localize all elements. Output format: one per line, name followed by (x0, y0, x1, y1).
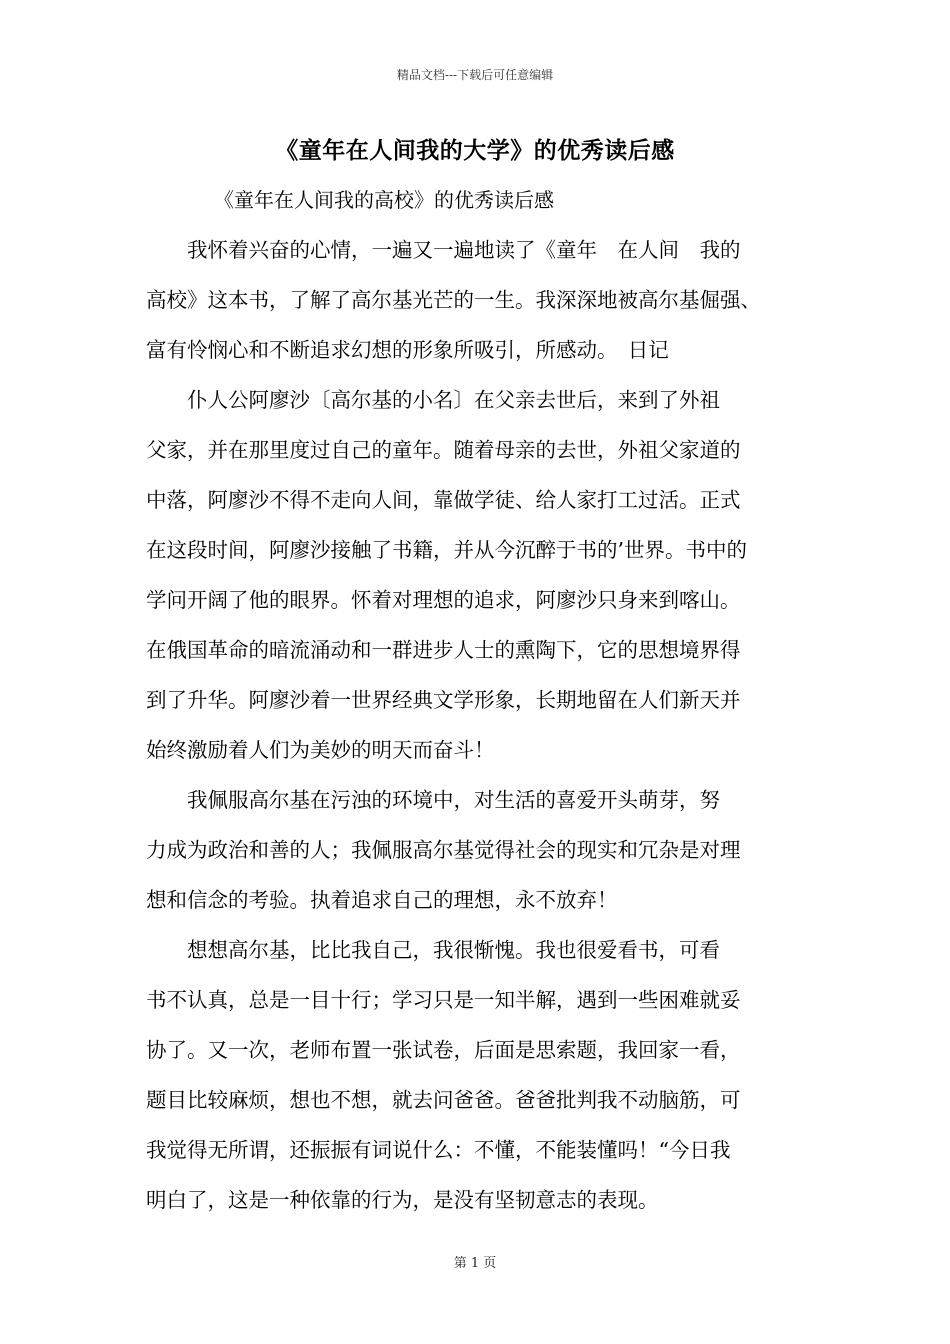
body-line: 想想高尔基，比比我自己，我很惭愧。我也很爱看书，可看 (146, 938, 720, 962)
body-line: 我怀着兴奋的心情，一遍又一遍地读了《童年 在人间 我的 (146, 238, 741, 262)
page-number: 第 1 页 (453, 1256, 497, 1271)
body-line: 我佩服高尔基在污浊的环境中，对生活的喜爱开头萌芽，努 (146, 788, 720, 812)
document-subtitle: 《童年在人间我的高校》的优秀读后感 (214, 188, 554, 212)
body-line: 仆人公阿廖沙〔高尔基的小名〕在父亲去世后，来到了外祖 (146, 388, 720, 412)
body-line: 始终激励着人们为美妙的明天而奋斗！ (146, 738, 495, 762)
body-line: 中落，阿廖沙不得不走向人间，靠做学徒、给人家打工过活。正式 (146, 488, 741, 512)
body-line: 题目比较麻烦，想也不想，就去问爸爸。爸爸批判我不动脑筋，可 (146, 1088, 741, 1112)
body-line: 书不认真，总是一目十行；学习只是一知半解，遇到一些困难就妥 (146, 988, 741, 1012)
body-line: 学问开阔了他的眼界。怀着对理想的追求，阿廖沙只身来到喀山。 (146, 588, 741, 612)
body-line: 父家，并在那里度过自己的童年。随着母亲的去世，外祖父家道的 (146, 438, 741, 462)
document-title: 《童年在人间我的大学》的优秀读后感 (275, 137, 675, 164)
body-line: 富有怜悯心和不断追求幻想的形象所吸引，所感动。 日记 (146, 338, 669, 362)
body-line: 想和信念的考验。执着追求自己的理想，永不放弃！ (146, 888, 618, 912)
body-line: 协了。又一次，老师布置一张试卷，后面是思索题，我回家一看， (146, 1038, 741, 1062)
body-line: 在这段时间，阿廖沙接触了书籍，并从今沉醉于书的’世界。书中的 (146, 538, 748, 562)
body-line: 到了升华。阿廖沙着一世界经典文学形象，长期地留在人们新天并 (146, 688, 741, 712)
body-line: 高校》这本书，了解了高尔基光芒的一生。我深深地被高尔基倔强、 (146, 288, 761, 312)
body-line: 在俄国革命的暗流涌动和一群进步人士的熏陶下，它的思想境界得 (146, 638, 741, 662)
body-line: 力成为政治和善的人；我佩服高尔基觉得社会的现实和冗杂是对理 (146, 838, 741, 862)
page-header: 精品文档---下载后可任意编辑 (396, 68, 554, 82)
body-line: 明白了，这是一种依靠的行为，是没有坚韧意志的表现。 (146, 1188, 659, 1212)
body-line: 我觉得无所谓，还振振有词说什么：不懂，不能装懂吗！“今日我 (146, 1138, 731, 1162)
